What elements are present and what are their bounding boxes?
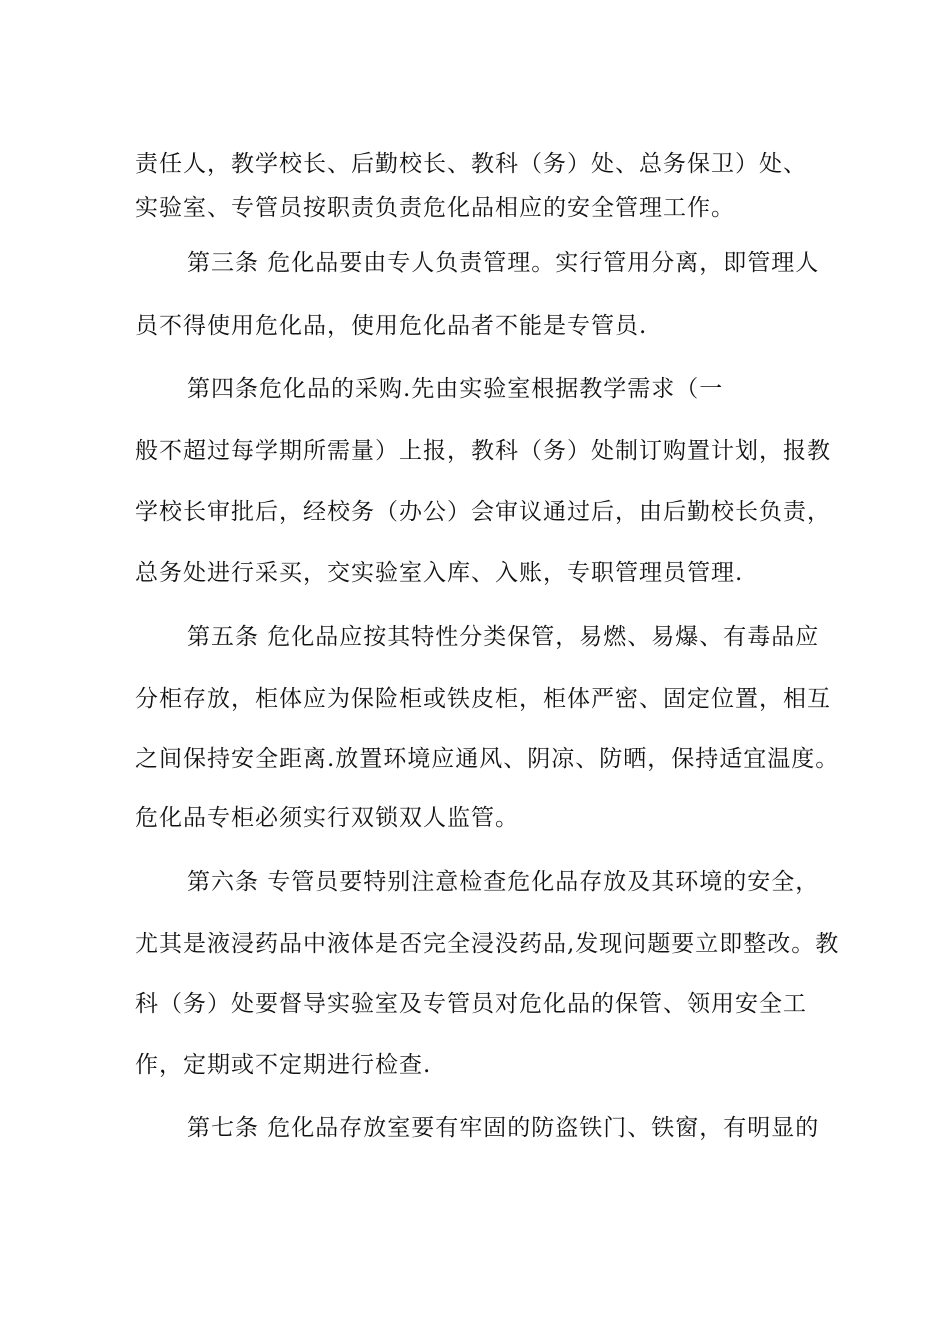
article-4-line-4: 总务处进行采买，交实验室入库、入账，专职管理员管理. — [135, 560, 744, 586]
article-4-line-1: 第四条危化品的采购.先由实验室根据教学需求（一 — [187, 376, 724, 402]
article-6-line-1: 第六条 专管员要特别注意检查危化品存放及其环境的安全， — [187, 869, 820, 895]
article-3-line-1: 第三条 危化品要由专人负责管理。实行管用分离，即管理人 — [187, 250, 820, 276]
article-6-line-2: 尤其是液浸药品中液体是否完全浸没药品,发现问题要立即整改。教 — [135, 931, 840, 957]
article-6-line-4: 作，定期或不定期进行检查. — [135, 1052, 432, 1078]
article-5-line-1: 第五条 危化品应按其特性分类保管，易燃、易爆、有毒品应 — [187, 624, 820, 650]
text-line-2: 实验室、专管员按职责负责危化品相应的安全管理工作。 — [135, 195, 735, 221]
article-5-line-2: 分柜存放，柜体应为保险柜或铁皮柜，柜体严密、固定位置，相互 — [135, 686, 831, 712]
article-5-line-3: 之间保持安全距离.放置环境应通风、阴凉、防晒，保持适宜温度。 — [135, 746, 840, 772]
text-line-1: 责任人，教学校长、后勤校长、教科（务）处、总务保卫）处、 — [135, 151, 807, 177]
article-4-line-2: 般不超过每学期所需量）上报，教科（务）处制订购置计划，报教 — [135, 438, 831, 464]
article-7-line-1: 第七条 危化品存放室要有牢固的防盗铁门、铁窗，有明显的 — [187, 1115, 820, 1141]
article-4-line-3: 学校长审批后，经校务（办公）会审议通过后，由后勤校长负责， — [135, 499, 831, 525]
article-5-line-4: 危化品专柜必须实行双锁双人监管。 — [135, 805, 519, 831]
article-6-line-3: 科（务）处要督导实验室及专管员对危化品的保管、领用安全工 — [135, 991, 807, 1017]
article-3-line-2: 员不得使用危化品，使用危化品者不能是专管员. — [135, 313, 648, 339]
